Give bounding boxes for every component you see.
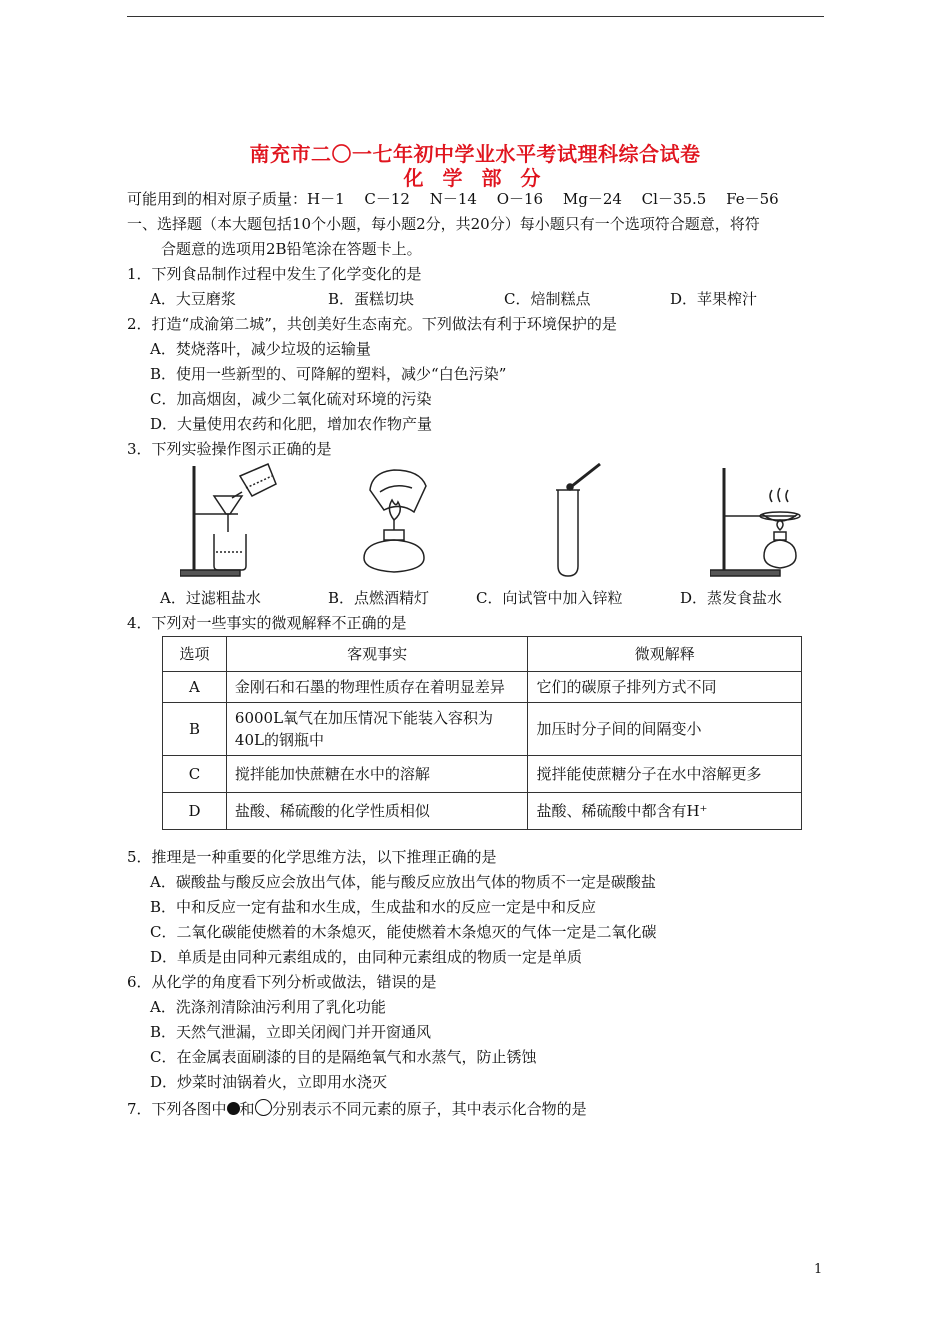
atomic-masses: 可能用到的相对原子质量：H－1 C－12 N－14 O－16 Mg－24 Cl－35.5 Fe－56 xyxy=(127,190,779,208)
header-rule xyxy=(127,16,824,17)
table-row xyxy=(163,793,802,830)
filtration-apparatus-figure xyxy=(180,462,290,580)
section-instructions-2: 合题意的选项用2B铅笔涂在答题卡上。 xyxy=(161,240,422,258)
question-5-option-c: C．二氧化碳能使燃着的木条熄灭，能使燃着木条熄灭的气体一定是二氧化碳 xyxy=(150,923,657,941)
white-atom-icon xyxy=(255,1099,272,1116)
table-cell-explanation: 搅拌能使蔗糖分子在水中溶解更多 xyxy=(528,756,802,793)
question-3-stem: 3．下列实验操作图示正确的是 xyxy=(127,440,332,458)
evaporation-apparatus-figure xyxy=(710,462,810,580)
question-3-figures xyxy=(170,462,810,580)
question-7-stem-start: 7．下列各图中 xyxy=(127,1100,227,1118)
question-7-stem xyxy=(127,1099,587,1119)
question-5-option-a: A．碳酸盐与酸反应会放出气体，能与酸反应放出气体的物质不一定是碳酸盐 xyxy=(150,873,656,891)
question-2-option-c: C．加高烟囱，减少二氧化硫对环境的污染 xyxy=(150,390,432,408)
question-5-option-b: B．中和反应一定有盐和水生成，生成盐和水的反应一定是中和反应 xyxy=(150,898,597,916)
question-6-option-a: A．洗涤剂清除油污利用了乳化功能 xyxy=(150,998,386,1016)
question-2-option-b: B．使用一些新型的、可降解的塑料，减少“白色污染” xyxy=(150,365,507,383)
table-row xyxy=(163,756,802,793)
section-instructions-1: 一、选择题（本大题包括10个小题，每小题2分，共20分）每小题只有一个选项符合题意，将符 xyxy=(127,215,760,233)
question-6-option-b: B．天然气泄漏，立即关闭阀门并开窗通风 xyxy=(150,1023,432,1041)
question-6-option-d: D．炒菜时油锅着火，立即用水浇灭 xyxy=(150,1073,388,1091)
table-cell-option: D xyxy=(163,793,227,830)
question-7-stem-end: 分别表示不同元素的原子，其中表示化合物的是 xyxy=(271,1100,587,1118)
table-cell-explanation: 加压时分子间的间隔变小 xyxy=(528,703,802,756)
table-header-cell: 选项 xyxy=(163,637,227,672)
table-cell-option: B xyxy=(163,703,227,756)
question-4-table xyxy=(162,636,802,830)
question-1-stem: 1．下列食品制作过程中发生了化学变化的是 xyxy=(127,265,422,283)
question-1-option-a: A．大豆磨浆 xyxy=(150,290,236,308)
question-3-options xyxy=(160,588,820,608)
table-header-cell: 客观事实 xyxy=(226,637,528,672)
question-2-option-a: A．焚烧落叶，减少垃圾的运输量 xyxy=(150,340,371,358)
table-row xyxy=(163,672,802,703)
exam-title: 南充市二〇一七年初中学业水平考试理科综合试卷 xyxy=(249,142,701,166)
table-row xyxy=(163,703,802,756)
table-cell-explanation: 盐酸、稀硫酸中都含有H⁺ xyxy=(528,793,802,830)
table-cell-fact: 6000L氧气在加压情况下能装入容积为40L的钢瓶中 xyxy=(226,703,528,756)
question-1-option-c: C．焙制糕点 xyxy=(504,290,591,308)
table-header-row xyxy=(163,637,802,672)
question-1-option-d: D．苹果榨汁 xyxy=(670,290,758,308)
question-3-option-c: C．向试管中加入锌粒 xyxy=(476,589,623,607)
question-6-stem: 6．从化学的角度看下列分析或做法，错误的是 xyxy=(127,973,437,991)
question-5-option-d: D．单质是由同种元素组成的，由同种元素组成的物质一定是单质 xyxy=(150,948,583,966)
table-cell-option: C xyxy=(163,756,227,793)
question-3-option-a: A．过滤粗盐水 xyxy=(160,589,261,607)
table-cell-fact: 搅拌能加快蔗糖在水中的溶解 xyxy=(226,756,528,793)
question-7-stem-and: 和 xyxy=(239,1100,255,1118)
table-header-cell: 微观解释 xyxy=(528,637,802,672)
question-6-option-c: C．在金属表面刷漆的目的是隔绝氧气和水蒸气，防止锈蚀 xyxy=(150,1048,537,1066)
table-cell-explanation: 它们的碳原子排列方式不同 xyxy=(528,672,802,703)
question-2-option-d: D．大量使用农药和化肥，增加农作物产量 xyxy=(150,415,433,433)
black-atom-icon xyxy=(227,1102,240,1115)
page-number: 1 xyxy=(814,1262,823,1277)
table-cell-fact: 盐酸、稀硫酸的化学性质相似 xyxy=(226,793,528,830)
question-3-option-d: D．蒸发食盐水 xyxy=(680,589,783,607)
question-2-stem: 2．打造“成渝第二城”，共创美好生态南充。下列做法有利于环境保护的是 xyxy=(127,315,617,333)
table-cell-fact: 金刚石和石墨的物理性质存在着明显差异 xyxy=(226,672,528,703)
question-5-stem: 5．推理是一种重要的化学思维方法，以下推理正确的是 xyxy=(127,848,497,866)
question-4-stem: 4．下列对一些事实的微观解释不正确的是 xyxy=(127,614,407,632)
exam-subtitle: 化 学 部 分 xyxy=(403,166,547,190)
alcohol-lamp-figure xyxy=(350,462,440,580)
question-1-option-b: B．蛋糕切块 xyxy=(328,290,415,308)
question-3-option-b: B．点燃酒精灯 xyxy=(328,589,430,607)
question-1-options xyxy=(150,289,830,309)
test-tube-figure xyxy=(550,462,630,580)
table-cell-option: A xyxy=(163,672,227,703)
